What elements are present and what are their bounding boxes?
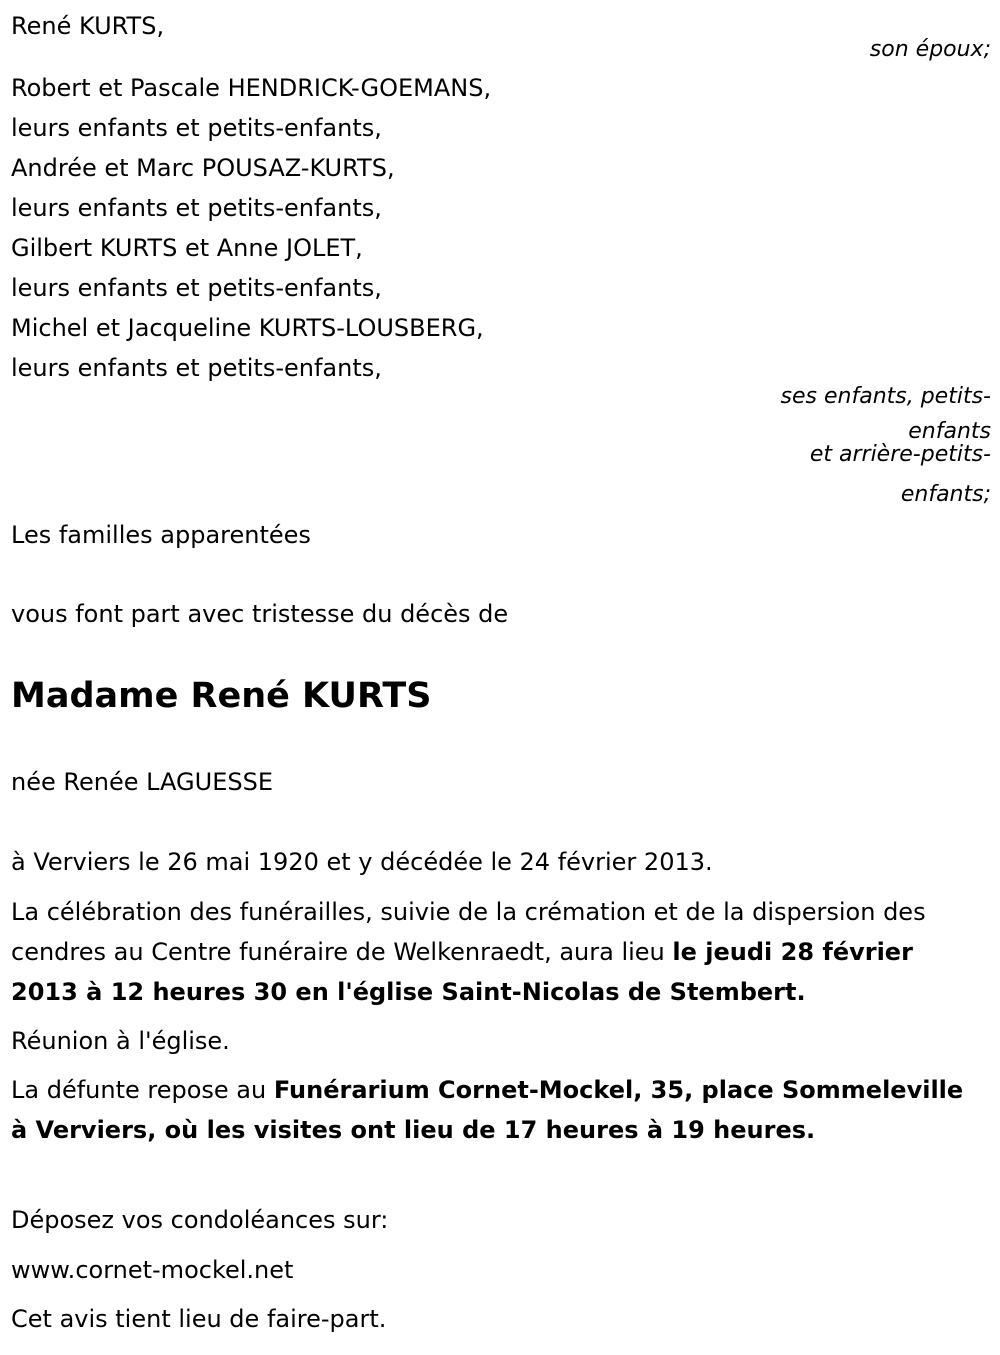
repose-paragraph (11, 1070, 986, 1150)
header-line: René KURTS, (11, 12, 165, 40)
family-line: Michel et Jacqueline KURTS-LOUSBERG, (11, 314, 484, 342)
family-list (11, 68, 491, 388)
family-line: leurs enfants et petits-enfants, (11, 354, 382, 382)
family-line: leurs enfants et petits-enfants, (11, 114, 382, 142)
ceremony-paragraph (11, 892, 986, 1012)
birth-death: à Verviers le 26 mai 1920 et y décédée le 24 février 2013. (11, 848, 713, 876)
family-line: Robert et Pascale HENDRICK-GOEMANS, (11, 74, 492, 102)
closing-line: Cet avis tient lieu de faire-part. (11, 1305, 387, 1333)
family-line: Gilbert KURTS et Anne JOLET, (11, 234, 363, 262)
children-role-line: enfants; (900, 482, 991, 507)
related-families: Les familles apparentées (11, 521, 311, 549)
spouse-role: son époux; (869, 37, 991, 62)
obituary-notice (11, 0, 991, 1355)
announcement: vous font part avec tristesse du décès de (11, 600, 509, 628)
children-role-line: enfants (908, 419, 991, 444)
children-role-line: et arrière-petits- (809, 442, 991, 467)
meeting: Réunion à l'église. (11, 1027, 230, 1055)
deceased-name: Madame René KURTS (11, 676, 432, 716)
family-line: Andrée et Marc POUSAZ-KURTS, (11, 154, 395, 182)
website-link[interactable]: www.cornet-mockel.net (11, 1256, 294, 1284)
family-line: leurs enfants et petits-enfants, (11, 194, 382, 222)
children-role-line: ses enfants, petits- (780, 384, 991, 409)
family-line: leurs enfants et petits-enfants, (11, 274, 382, 302)
repose-details: Funérarium Cornet-Mockel, 35, place Sommeleville à Verviers, où les visites ont lieu de 17 heures à 19 heures. (11, 1076, 964, 1144)
condolences-label: Déposez vos condoléances sur: (11, 1206, 389, 1234)
ceremony-intro: La célébration des funérailles, suivie de la crémation et de la dispersion des cendres au Centre funéraire de Welkenraedt, aura lieu (11, 898, 926, 966)
repose-intro: La défunte repose au (11, 1076, 274, 1104)
ceremony-details: le jeudi 28 février 2013 à 12 heures 30 en l'église Saint-Nicolas de Stembert. (11, 938, 913, 1006)
maiden-name: née Renée LAGUESSE (11, 768, 273, 796)
